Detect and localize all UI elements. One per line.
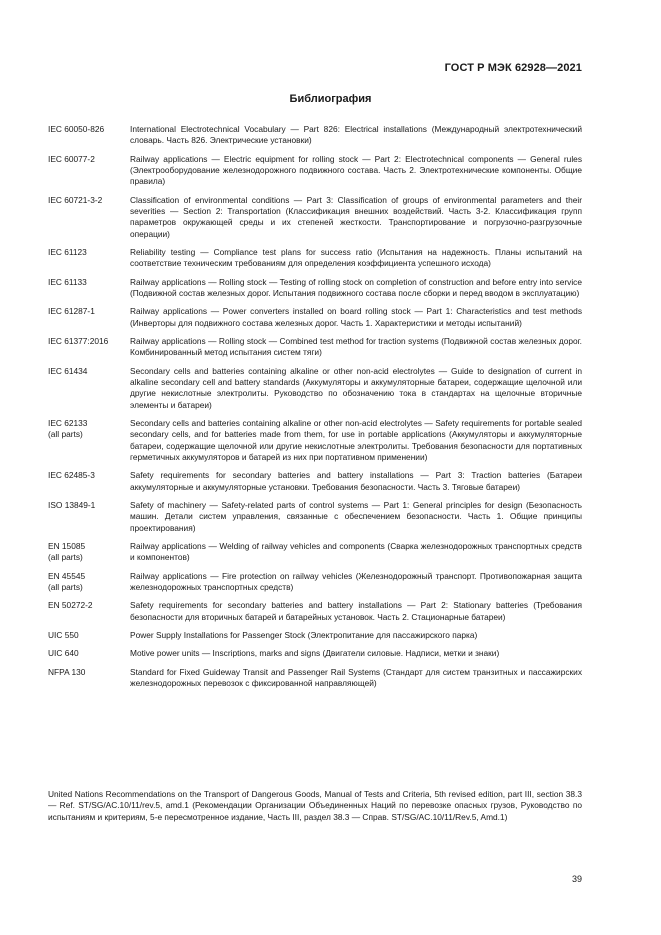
entry-description: Railway applications — Welding of railway vehicles and components (Сварка железнодорожных транспортных средств и компонентов) [130,540,582,563]
entry-description: International Electrotechnical Vocabulary — Part 826: Electrical installations (Международный электротехнический словарь. Часть 826. Электрические установки) [130,124,582,146]
bibliography-entry [48,336,582,359]
entry-description: Safety requirements for secondary batteries and battery installations — Part 3: Traction batteries (Батареи аккумуляторные и аккумуляторные установки. Требования безопасности. Часть 3. Тяговые батареи) [130,470,582,492]
standard-code: ГОСТ Р МЭК 62928—2021 [444,62,582,74]
un-recommendations-note: United Nations Recommendations on the Transport of Dangerous Goods, Manual of Tests and Criteria, 5th revised edition, part III, section 38.3 — Ref. ST/SG/AC.10/11/rev.5, amd.1 (Рекомендации Организации Объединенных Наций по перевозке опасных грузов, Руководство по испытаниям и критериям, 5-е пересмотренное издание, Часть III, раздел 38.3 — Справ. ST/SG/AC.10/11/Rev.5, Amd.1) [48,789,582,822]
bibliography-entry [48,630,582,641]
entry-description: Railway applications — Power converters installed on board rolling stock — Part 1: Characteristics and test methods (Инверторы для подвижного состава железных дорог. Часть 1. Характеристики и методы испытаний) [130,306,582,328]
entry-reference: EN 15085 (all parts) [48,540,86,563]
bibliography-entry [48,500,582,534]
entry-description: Safety of machinery — Safety-related parts of control systems — Part 1: General principles for design (Безопасность машин. Детали систем управления, связанные с обеспечением безопасности. Часть 1. Общие принципы проектирования) [130,499,582,533]
entry-reference: IEC 61133 [48,276,87,287]
entry-description: Railway applications — Rolling stock — Combined test method for traction systems (Подвижной состав железных дорог. Комбинированный метод испытания систем тяги) [130,336,582,358]
bibliography-entry [48,277,582,300]
entry-description: Classification of environmental conditions — Part 3: Classification of groups of environmental parameters and their severities — Section 2: Transportation (Классификация внешних воздействий. Часть 3-2. Классификация групп параметров окружающей среды и их степеней жесткости. Транспортирование и погрузочно-разгрузочные операции) [130,194,582,239]
bibliography-entry [48,366,582,411]
bibliography-entry [48,600,582,623]
entry-reference: ISO 13849-1 [48,499,96,510]
entry-reference: IEC 62133 (all parts) [48,417,88,440]
page-title: Библиография [289,93,372,105]
entry-reference: IEC 61287-1 [48,306,95,317]
entry-description: Railway applications — Rolling stock — Testing of rolling stock on completion of construction and before entry into service (Подвижной состав железных дорог. Испытания подвижного состава после сборки и перед вводом в эксплуатацию) [130,276,582,298]
bibliography-entry [48,418,582,463]
bibliography-list [48,124,582,696]
entry-reference: EN 45545 (all parts) [48,570,86,592]
bibliography-entry [48,124,582,147]
entry-reference: IEC 60721-3-2 [48,194,103,205]
bibliography-entry [48,154,582,188]
bibliography-entry [48,195,582,240]
entry-reference: IEC 61434 [48,365,88,376]
bibliography-entry [48,571,582,594]
bibliography-entry [48,667,582,690]
entry-description: Secondary cells and batteries containing alkaline or other non-acid electrolytes — Safety requirements for portable sealed secondary cells, and for batteries made from them, for use in portable applications (Аккумуляторы и аккумуляторные батареи, содержащие щелочной или другие некислотные электролиты. Требования безопасности для портативных герметичных аккумуляторов и батарей из них при портативном применении) [130,417,582,462]
entry-reference: UIC 550 [48,630,79,640]
entry-reference: IEC 61377:2016 [48,336,109,347]
entry-reference: IEC 61123 [48,246,87,257]
entry-reference: EN 50272-2 [48,600,93,611]
entry-reference: IEC 60050-826 [48,124,105,134]
entry-reference: IEC 60077-2 [48,153,95,164]
entry-reference: NFPA 130 [48,666,86,677]
bibliography-entry [48,648,582,659]
entry-description: Power Supply Installations for Passenger Stock (Электропитание для пассажирского парка) [130,630,478,640]
entry-description: Motive power units — Inscriptions, marks and signs (Двигатели силовые. Надписи, метки и знаки) [130,648,500,659]
entry-description: Reliability testing — Compliance test plans for success ratio (Испытания на надежность. Планы испытаний на соответствие техническим требованиям для определения коэффициента успешного исхода) [130,246,582,269]
bibliography-entry [48,470,582,493]
entry-description: Railway applications — Electric equipment for rolling stock — Part 2: Electrotechnical components — General rules (Электрооборудование железнодорожного подвижного состава. Часть 2. Электротехнические компоненты. Общие правила) [130,153,582,187]
entry-description: Standard for Fixed Guideway Transit and Passenger Rail Systems (Стандарт для систем транзитных и пассажирских железнодорожных перевозок с фиксированной направляющей) [130,666,582,689]
bibliography-entry [48,247,582,270]
bibliography-entry [48,541,582,564]
entry-description: Safety requirements for secondary batteries and battery installations — Part 2: Stationary batteries (Требования безопасности для вторичных батарей и батарейных установок. Часть 2. Стационарные батареи) [130,600,582,622]
entry-reference: IEC 62485-3 [48,470,95,481]
bibliography-entry [48,306,582,329]
entry-description: Railway applications — Fire protection on railway vehicles (Железнодорожный транспорт. Противопожарная защита железнодорожных транспортных средств) [130,570,582,592]
page-number: 39 [571,874,582,884]
entry-description: Secondary cells and batteries containing alkaline or other non-acid electrolytes — Guide to designation of current in alkaline secondary cell and battery standards (Аккумуляторы и аккумуляторные батареи, содержащие щелочной или другие некислотные электролиты. Руководство по обозначению тока в стандартах на щелочные вторичные элементы и батареи) [130,365,582,410]
entry-reference: UIC 640 [48,648,79,659]
